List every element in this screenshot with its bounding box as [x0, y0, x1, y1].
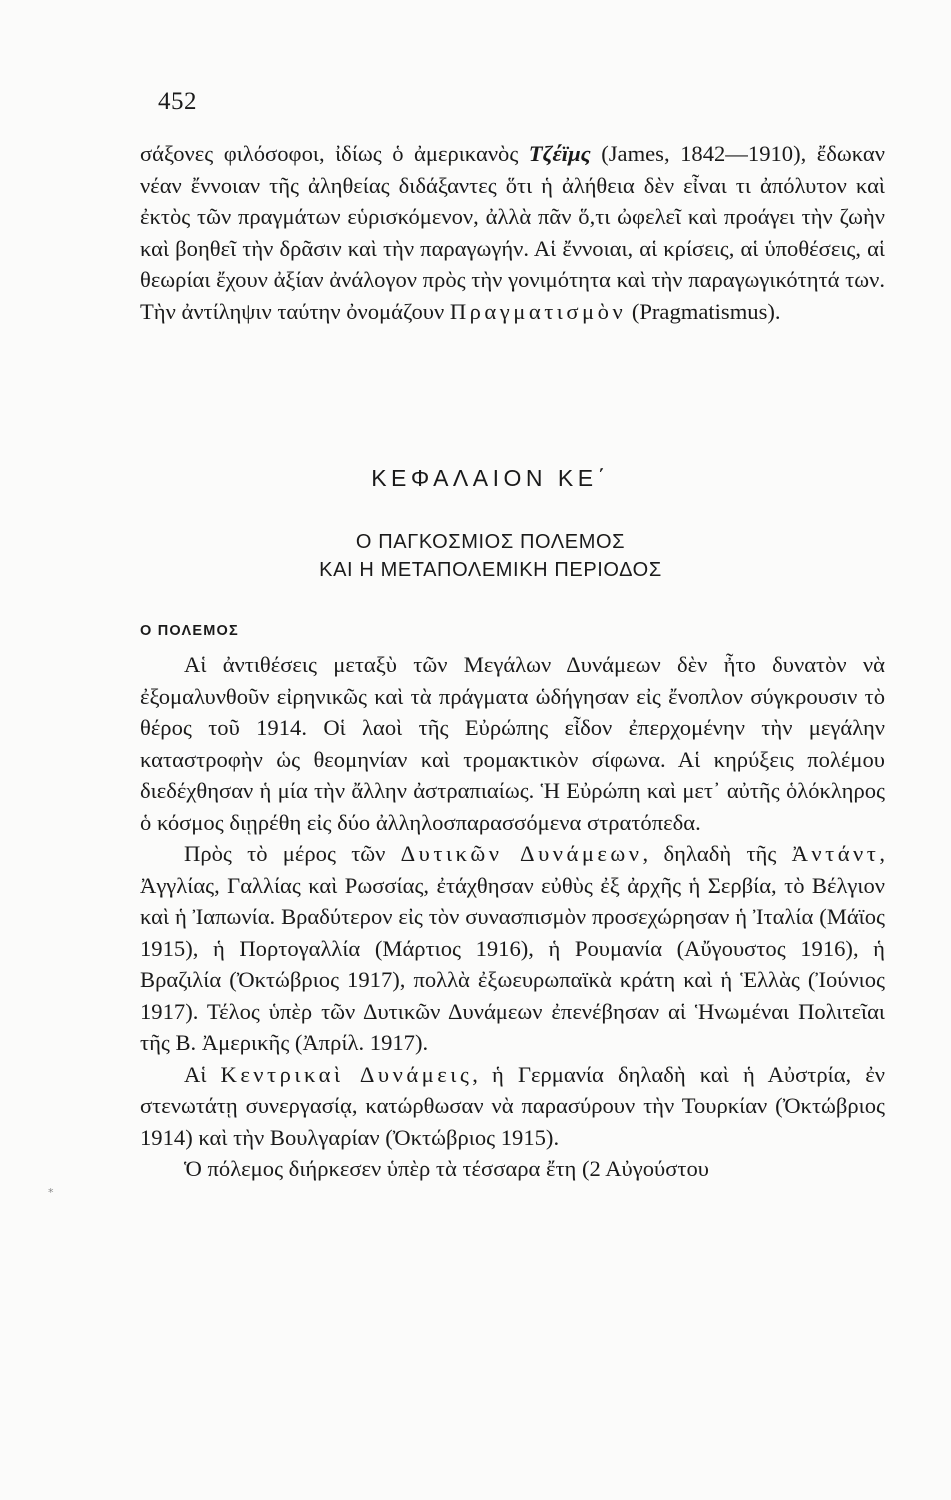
chapter-title-line-2: ΚΑΙ Η ΜΕΤΑΠΟΛΕΜΙΚΗ ΠΕΡΙΟΔΟΣ: [319, 559, 662, 581]
body-text: Ὁ πόλεμος διήρκεσεν ὑπὲρ τὰ τέσσαρα ἔτη (2 Αὐγούστου: [184, 1156, 709, 1181]
paragraph-war-outbreak: [140, 649, 885, 838]
body-text: Αἱ: [184, 1061, 221, 1087]
body-text: , ἡ Γερμανία δηλαδὴ καὶ ἡ Αὐστρία, ἐν στενωτάτῃ συνεργασίᾳ, κατώρθωσαν νὰ παρασύρουν τὴν Τουρκίαν (Ὀκτώβριος 1914) καὶ τὴν Βουλγαρίαν (Ὀκτώβριος 1915).: [140, 1061, 885, 1150]
paragraph-western-powers: [140, 838, 885, 1059]
body-text: (James, 1842—1910), ἔδωκαν νέαν ἔννοιαν τῆς ἀληθείας διδάξαντες ὅτι ἡ ἀλήθεια δὲν εἶναι τι ἀπόλυτον καὶ ἐκτὸς τῶν πραγμάτων εὑρισκόμενον, ἀλλὰ πᾶν ὅ,τι ὠφελεῖ καὶ προάγει τὴν ζωὴν καὶ βοηθεῖ τὴν δρᾶσιν καὶ τὴν παραγωγήν. Αἱ ἔννοιαι, αἱ κρίσεις, αἱ ὑποθέσεις, αἱ θεωρίαι ἔχουν ἀξίαν ἀνάλογον πρὸς τὴν γονιμότητα καὶ τὴν παραγωγικότητά των. Τὴν ἀντίληψιν ταύτην ὀνομάζουν: [140, 141, 885, 324]
body-text: , Ἀγγλίας, Γαλλίας καὶ Ρωσσίας, ἐτάχθησαν εὐθὺς ἐξ ἀρχῆς ἡ Σερβία, τὸ Βέλγιον καὶ ἡ Ἰαπωνία. Βραδύτερον εἰς τὸν συνασπισμὸν προσεχώρησαν ἡ Ἰταλία (Μάϊος 1915), ἡ Πορτογαλλία (Μάρτιος 1916), ἡ Ρουμανία (Αὔγουστος 1916), ἡ Βραζιλία (Ὀκτώβριος 1917), πολλὰ ἐξωευρωπαϊκὰ κράτη καὶ ἡ Ἑλλὰς (Ἰούνιος 1917). Τέλος ὑπὲρ τῶν Δυτικῶν Δυνάμεων ἐπενέβησαν αἱ Ἡνωμέναι Πολιτεῖαι τῆς Β. Ἀμερικῆς (Ἀπρίλ. 1917).: [140, 841, 885, 1055]
body-text: Αἱ ἀντιθέσεις μεταξὺ τῶν Μεγάλων Δυνάμεων δὲν ἦτο δυνατὸν νὰ ἐξομαλυνθοῦν εἰρηνικῶς καὶ τὰ πράγματα ὡδήγησαν εἰς ἔνοπλον σύγκρουσιν τὸ θέρος τοῦ 1914. Οἱ λαοὶ τῆς Εὐρώπης εἶδον ἐπερχομένην τὴν μεγάλην καταστροφὴν ὡς θεομηνίαν καὶ τρομακτικὸν σίφωνα. Αἱ κηρύξεις πολέμου διεδέχθησαν ἡ μία τὴν ἄλλην ἀστραπιαίως. Ἡ Εὐρώπη καὶ μετ᾽ αὐτῆς ὁλόκληρος ὁ κόσμος διῃρέθη εἰς δύο ἀλληλοσπαρασσόμενα στρατόπεδα.: [140, 652, 885, 835]
paragraph-war-duration: [140, 1153, 885, 1185]
chapter-title: [0, 528, 951, 584]
intro-paragraph: [140, 138, 885, 327]
body-text: (Pragmatismus).: [626, 298, 781, 324]
main-text-block: [140, 649, 885, 1185]
intro-text-block: [140, 138, 885, 327]
page-number: 452: [158, 88, 197, 115]
chapter-heading: ΚΕΦΑΛΑΙΟΝ ΚΕ΄: [371, 465, 610, 491]
body-text: , δηλαδὴ τῆς: [642, 841, 792, 866]
spaced-emphasis-text: Κεντρικαὶ Δυνάμεις: [220, 1061, 473, 1087]
scan-mark: *: [48, 1186, 54, 1199]
body-text: σάξονες φιλόσοφοι, ἰδίως ὁ ἀμερικανὸς: [140, 141, 529, 166]
chapter-title-line-1: Ο ΠΑΓΚΟΣΜΙΟΣ ΠΟΛΕΜΟΣ: [355, 531, 626, 553]
spaced-emphasis-text: Πραγματισμὸν: [449, 298, 627, 324]
spaced-emphasis-text: Ἀντάντ: [791, 841, 880, 866]
section-heading: Ο ΠΟΛΕΜΟΣ: [140, 623, 239, 639]
paragraph-central-powers: [140, 1059, 885, 1154]
body-text: Πρὸς τὸ μέρος τῶν: [184, 841, 401, 866]
name-emphasis-text: Τζέϊμς: [528, 141, 591, 166]
spaced-emphasis-text: Δυτικῶν Δυνάμεων: [400, 841, 643, 866]
